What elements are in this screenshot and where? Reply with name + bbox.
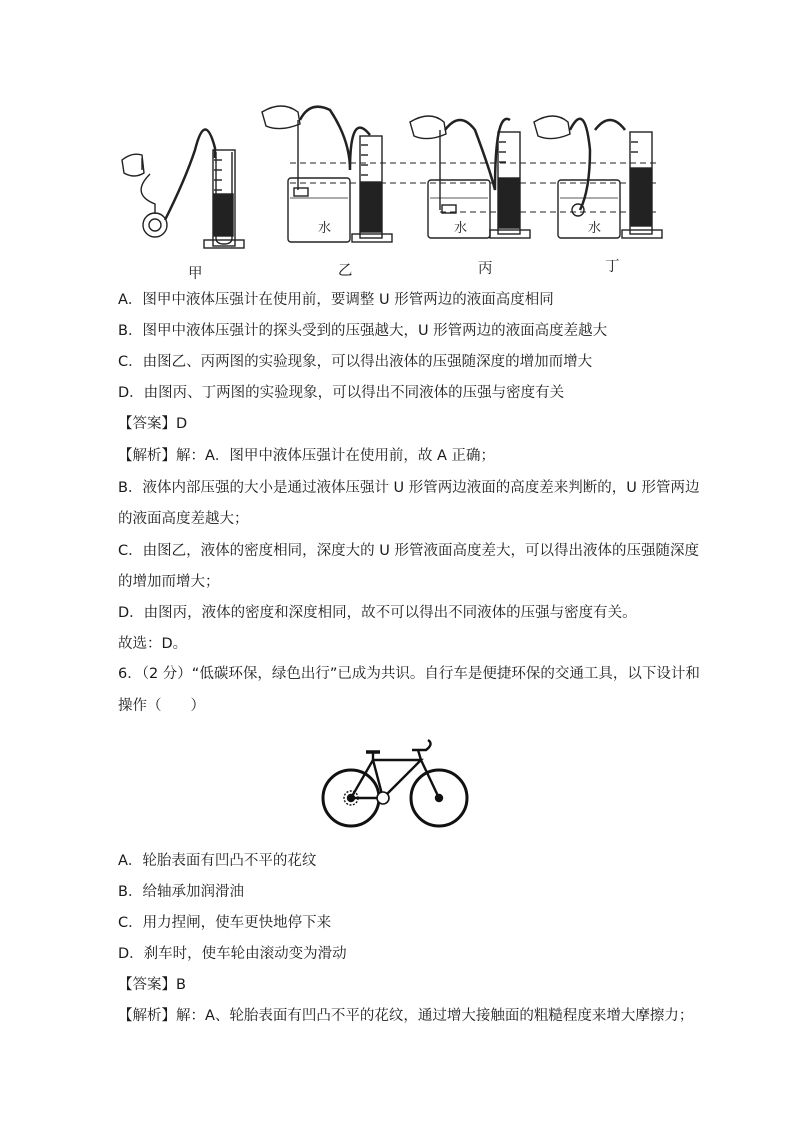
gauge-bing [410, 116, 530, 238]
q5-analysis-line-4: C．由图乙，液体的密度相同，深度大的 U 形管液面高度差大，可以得出液体的压强随深度 [118, 543, 699, 559]
pressure-gauge-figure [0, 0, 794, 260]
q5-analysis-line-6: D．由图丙，液体的密度和深度相同，故不可以得出不同液体的压强与密度有关。 [118, 605, 637, 621]
q6-stem-line-2: 操作（ ） [118, 698, 205, 714]
water-label-ding: 水 [588, 221, 602, 236]
gauge-jia [122, 129, 244, 248]
figure-label-jia: 甲 [188, 266, 203, 282]
figure-label-yi: 乙 [338, 263, 353, 279]
q5-option-b: B．图甲中液体压强计的探头受到的压强越大，U 形管两边的液面高度差越大 [118, 323, 608, 339]
bicycle-figure [316, 728, 476, 838]
q6-stem-line-1: 6．（2 分）“低碳环保，绿色出行”已成为共识。自行车是便捷环保的交通工具，以下设计和 [118, 666, 700, 682]
q5-analysis-line-2: B．液体内部压强的大小是通过液体压强计 U 形管两边液面的高度差来判断的，U 形管两边 [118, 480, 700, 496]
q5-answer: 【答案】D [118, 416, 188, 432]
q5-option-a: A．图甲中液体压强计在使用前，要调整 U 形管两边的液面高度相同 [118, 292, 554, 308]
q5-option-c: C．由图乙、丙两图的实验现象，可以得出液体的压强随深度的增加而增大 [118, 354, 593, 370]
water-label-yi: 水 [318, 221, 332, 236]
q6-option-a: A．轮胎表面有凹凸不平的花纹 [118, 853, 317, 869]
q5-analysis-line-3: 的液面高度差越大； [118, 511, 249, 527]
q6-analysis-line-1: 【解析】解：A、轮胎表面有凹凸不平的花纹，通过增大接触面的粗糙程度来增大摩擦力； [118, 1008, 694, 1024]
q5-analysis-line-1: 【解析】解：A．图甲中液体压强计在使用前，故 A 正确； [118, 448, 496, 464]
q5-option-d: D．由图丙、丁两图的实验现象，可以得出不同液体的压强与密度有关 [118, 385, 565, 401]
figure-label-bing: 丙 [478, 261, 493, 277]
q6-answer: 【答案】B [118, 977, 186, 993]
q5-analysis-line-5: 的增加而增大； [118, 574, 220, 590]
q5-analysis-line-7: 故选：D。 [118, 636, 188, 652]
q6-option-b: B．给轴承加润滑油 [118, 884, 244, 900]
water-label-bing: 水 [454, 221, 468, 236]
figure-label-ding: 丁 [605, 259, 620, 275]
q6-option-d: D．刹车时，使车轮由滚动变为滑动 [118, 946, 347, 962]
q6-option-c: C．用力捏闸，使车更快地停下来 [118, 915, 332, 931]
gauge-ding [534, 116, 662, 238]
